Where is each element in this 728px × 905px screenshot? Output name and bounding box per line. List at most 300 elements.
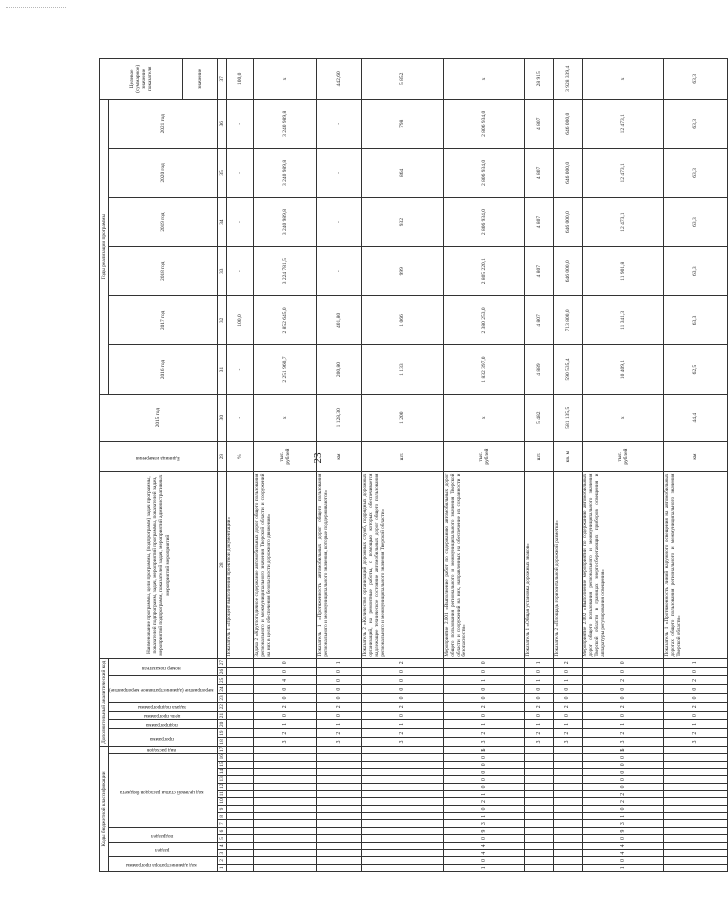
column-number: 10 xyxy=(218,798,225,804)
budget-code-cell: 4 xyxy=(582,842,664,849)
value-2015: 5 482 xyxy=(525,394,554,441)
analytic-code-cell: 0 xyxy=(553,694,582,703)
analytic-code-cell: 1 xyxy=(254,720,317,729)
analytic-code-cell: 0 xyxy=(254,658,317,667)
table-row xyxy=(525,59,554,872)
analytic-code-cell: 2 xyxy=(664,729,727,738)
value-total: х xyxy=(254,59,317,100)
table-row xyxy=(664,59,727,872)
analytic-code-cell xyxy=(226,702,253,711)
budget-code-cell xyxy=(226,805,253,812)
budget-code-cell: 0 xyxy=(443,761,525,768)
budget-code-cell: 9 xyxy=(443,827,525,834)
analytic-code-cell: 4 xyxy=(254,676,317,685)
analytic-code-cell: 0 xyxy=(525,667,554,676)
budget-code-cell xyxy=(254,761,317,768)
budget-code-cell xyxy=(317,791,362,798)
header-additional-codes: Дополнительный аналитический код xyxy=(100,658,109,746)
value-2019: - xyxy=(226,198,253,247)
value-2017: 100,0 xyxy=(226,296,253,345)
column-number: 15 xyxy=(218,761,225,767)
value-2021: 12 473,1 xyxy=(582,99,664,148)
budget-code-cell xyxy=(525,827,554,834)
budget-code-cell: 0 xyxy=(443,754,525,761)
budget-code-cell xyxy=(664,827,727,834)
value-2018: 2 805 220,1 xyxy=(443,247,525,296)
value-total: 442,60 xyxy=(317,59,362,100)
analytic-code-cell: 2 xyxy=(254,729,317,738)
analytic-code-cell: 0 xyxy=(525,711,554,720)
row-description: Показатель 2 «Площадь горизонтальной дорожной разметки» xyxy=(553,472,582,658)
budget-code-cell xyxy=(553,783,582,790)
analytic-code-cell: 3 xyxy=(553,738,582,747)
value-total: 63,3 xyxy=(664,59,727,100)
analytic-code-cell: 0 xyxy=(582,685,664,694)
budget-code-cell xyxy=(553,820,582,827)
column-number: 26 xyxy=(218,668,225,675)
analytic-code-cell: 1 xyxy=(317,658,362,667)
column-number: 18 xyxy=(218,739,225,745)
table-row xyxy=(362,59,444,872)
budget-code-cell xyxy=(226,820,253,827)
analytic-code-cell: 0 xyxy=(582,658,664,667)
header-year-2019: 2019 год xyxy=(108,198,217,247)
analytic-code-cell: 0 xyxy=(317,685,362,694)
budget-code-cell: 0 xyxy=(582,805,664,812)
column-number: 3 xyxy=(217,849,226,856)
value-2020: 12 473,1 xyxy=(582,148,664,197)
value-total: 28 915 xyxy=(525,59,554,100)
row-description: Мероприятие 2.001 «Выполнение работ по содержанию автомобильных дорог общего пользования регионального и межмуниципального значения Тверской области и сооружений на них, направленных на обеспечение их сохранности и безопасности» xyxy=(443,472,525,658)
column-number: 34 xyxy=(217,198,226,247)
value-2019: 4 807 xyxy=(525,198,554,247)
header-section: раздел xyxy=(108,842,217,857)
column-number: 7 xyxy=(217,820,226,827)
budget-code-cell: 4 xyxy=(443,849,525,856)
budget-code-cell xyxy=(664,783,727,790)
value-2019: 3 240 989,8 xyxy=(254,198,317,247)
budget-code-cell xyxy=(525,857,554,864)
column-number: 37 xyxy=(217,59,226,100)
value-2015: х xyxy=(443,394,525,441)
budget-code-cell: 1 xyxy=(582,813,664,820)
budget-code-cell xyxy=(553,842,582,849)
budget-code-cell xyxy=(525,754,554,761)
analytic-code-cell: 0 xyxy=(553,667,582,676)
budget-code-cell xyxy=(525,813,554,820)
value-total: х xyxy=(582,59,664,100)
value-2019: 2 806 934,0 xyxy=(443,198,525,247)
analytic-code-cell: 2 xyxy=(362,729,444,738)
column-numbers-row xyxy=(217,59,226,872)
budget-code-cell xyxy=(664,835,727,842)
table-row xyxy=(443,59,525,872)
budget-code-cell: 1 xyxy=(443,864,525,871)
row-description: Показатель 1 «Общая установка дорожных знаков» xyxy=(525,472,554,658)
budget-code-cell xyxy=(664,842,727,849)
row-unit: шт. xyxy=(362,441,444,472)
budget-code-cell xyxy=(226,813,253,820)
value-2018: 646 000,0 xyxy=(553,247,582,296)
header-unit: Единица измерения xyxy=(100,441,218,472)
header-year-2017: 2017 год xyxy=(108,296,217,345)
budget-code-cell xyxy=(664,746,727,753)
value-2019: 646 000,0 xyxy=(553,198,582,247)
analytic-code-cell: 3 xyxy=(525,738,554,747)
value-2021: 646 000,0 xyxy=(553,99,582,148)
analytic-code-cell: 2 xyxy=(582,702,664,711)
value-2015: 1 200 xyxy=(362,394,444,441)
budget-code-cell xyxy=(226,857,253,864)
budget-code-cell: 0 xyxy=(582,783,664,790)
budget-code-cell xyxy=(317,761,362,768)
budget-code-cell xyxy=(553,776,582,783)
budget-code-cell xyxy=(254,805,317,812)
budget-code-cell: 0 xyxy=(443,768,525,775)
value-2020: 864 xyxy=(362,148,444,197)
analytic-code-cell: 1 xyxy=(553,676,582,685)
column-number: 27 xyxy=(218,660,225,666)
value-2020: 3 240 989,8 xyxy=(254,148,317,197)
budget-code-cell xyxy=(525,820,554,827)
value-2021: 2 806 934,0 xyxy=(443,99,525,148)
budget-code-cell xyxy=(553,754,582,761)
value-2021: 4 807 xyxy=(525,99,554,148)
table-row xyxy=(317,59,362,872)
budget-code-cell: 9 xyxy=(582,827,664,834)
header-target-article: код целевой статьи расходов бюджета xyxy=(108,754,217,828)
budget-code-cell xyxy=(226,754,253,761)
analytic-code-cell: 2 xyxy=(254,702,317,711)
analytic-code-cell: 2 xyxy=(362,702,444,711)
budget-code-cell xyxy=(553,805,582,812)
value-2016: 2 251 960,7 xyxy=(254,345,317,394)
header-expense-type: вид расходов xyxy=(108,746,217,753)
budget-code-cell: 0 xyxy=(582,754,664,761)
analytic-code-cell xyxy=(226,738,253,747)
budget-code-cell xyxy=(317,857,362,864)
column-number: 1 xyxy=(217,864,226,871)
value-2019: 12 473,1 xyxy=(582,198,664,247)
budget-code-cell: 4 xyxy=(582,849,664,856)
budget-code-cell xyxy=(362,864,444,871)
budget-code-cell xyxy=(553,857,582,864)
analytic-code-cell: 3 xyxy=(362,738,444,747)
row-description: Показатель 1 «Протяженность линий наружного освещения на автомобильных дорогах общего пользования регионального и межмуниципального значения Тверской области» xyxy=(664,472,727,658)
value-2020: 63,3 xyxy=(664,148,727,197)
value-2015: х xyxy=(582,394,664,441)
budget-code-cell: 0 xyxy=(582,857,664,864)
budget-code-cell: 1 xyxy=(443,791,525,798)
header-subsection: подраздел xyxy=(108,827,217,842)
analytic-code-cell: 1 xyxy=(525,676,554,685)
budget-code-cell xyxy=(362,768,444,775)
header-target-group: Целевое (суммарное) значение показателя xyxy=(100,59,183,100)
budget-code-cell xyxy=(525,842,554,849)
budget-code-cell xyxy=(553,798,582,805)
rotated-table-container xyxy=(99,58,699,872)
budget-code-cell xyxy=(362,835,444,842)
analytic-code-cell: 2 xyxy=(443,729,525,738)
budget-code-cell xyxy=(362,805,444,812)
value-2015: 581 135,5 xyxy=(553,394,582,441)
value-2017: 401,80 xyxy=(317,296,362,345)
budget-code-cell xyxy=(226,835,253,842)
row-unit: км xyxy=(664,441,727,472)
value-2015: 44,4 xyxy=(664,394,727,441)
analytic-code-cell: 2 xyxy=(317,702,362,711)
row-description: Мероприятие 2.002 «Выполнение мероприятий по содержанию автомобильных дорог общего пользования регионального и межмуниципального значения Тверской области в границах энергосберегающих приборов освещения и аппаратуры регулирования освещения» xyxy=(582,472,664,658)
value-2018: 3 224 781,5 xyxy=(254,247,317,296)
analytic-code-cell: 1 xyxy=(362,720,444,729)
budget-code-cell: 0 xyxy=(443,776,525,783)
budget-code-cell xyxy=(362,842,444,849)
budget-code-cell xyxy=(362,827,444,834)
budget-code-cell xyxy=(362,761,444,768)
analytic-code-cell: 1 xyxy=(664,658,727,667)
header-year-2015: 2015 год xyxy=(100,394,218,441)
analytic-code-cell xyxy=(226,676,253,685)
budget-code-cell xyxy=(664,776,727,783)
budget-code-cell xyxy=(254,842,317,849)
analytic-code-cell: 3 xyxy=(664,738,727,747)
analytic-code-cell: 1 xyxy=(443,720,525,729)
budget-code-cell xyxy=(317,754,362,761)
column-number: 35 xyxy=(217,148,226,197)
budget-code-cell xyxy=(525,864,554,871)
budget-code-cell: 1 xyxy=(443,813,525,820)
analytic-code-cell: 0 xyxy=(582,694,664,703)
scan-edge-mark xyxy=(6,7,66,8)
budget-code-cell xyxy=(553,768,582,775)
row-unit: тыс. рублей xyxy=(254,441,317,472)
budget-code-cell xyxy=(553,849,582,856)
budget-code-cell xyxy=(254,798,317,805)
value-2016: 10 409,1 xyxy=(582,345,664,394)
budget-code-cell xyxy=(664,849,727,856)
analytic-code-cell: 0 xyxy=(362,711,444,720)
budget-code-cell: Б xyxy=(582,746,664,753)
row-unit: кв. м xyxy=(553,441,582,472)
column-number: 29 xyxy=(217,441,226,472)
analytic-code-cell: 0 xyxy=(362,685,444,694)
analytic-code-cell: 0 xyxy=(443,694,525,703)
budget-code-cell xyxy=(254,754,317,761)
budget-code-cell xyxy=(254,768,317,775)
analytic-code-cell: 0 xyxy=(254,685,317,694)
budget-code-cell xyxy=(664,754,727,761)
budget-code-cell xyxy=(317,783,362,790)
budget-code-cell xyxy=(553,791,582,798)
column-number: 36 xyxy=(217,99,226,148)
budget-code-cell xyxy=(664,857,727,864)
budget-code-cell xyxy=(362,754,444,761)
analytic-code-cell: 0 xyxy=(664,685,727,694)
value-2016: - xyxy=(226,345,253,394)
value-2016: 590 535,4 xyxy=(553,345,582,394)
budget-code-cell xyxy=(525,849,554,856)
analytic-code-cell: 2 xyxy=(317,729,362,738)
budget-code-cell xyxy=(362,849,444,856)
value-2019: - xyxy=(317,198,362,247)
analytic-code-cell: 2 xyxy=(553,729,582,738)
value-2021: 3 240 989,8 xyxy=(254,99,317,148)
value-2019: 63,3 xyxy=(664,198,727,247)
budget-code-cell: 0 xyxy=(443,783,525,790)
budget-code-cell: 2 xyxy=(582,798,664,805)
budget-code-cell xyxy=(226,864,253,871)
value-2017: 2 380 253,0 xyxy=(443,296,525,345)
row-unit: % xyxy=(226,441,253,472)
header-target-value: значение xyxy=(182,59,217,100)
value-total: 5 852 xyxy=(362,59,444,100)
column-number: 8 xyxy=(217,813,226,820)
budget-code-cell: 0 xyxy=(582,835,664,842)
value-2017: 713 800,0 xyxy=(553,296,582,345)
budget-code-cell xyxy=(254,820,317,827)
analytic-code-cell xyxy=(226,658,253,667)
row-unit: тыс. рублей xyxy=(443,441,525,472)
value-2021: - xyxy=(226,99,253,148)
column-number: 11 xyxy=(218,791,225,797)
budget-code-cell xyxy=(553,827,582,834)
analytic-code-cell xyxy=(226,694,253,703)
budget-code-cell xyxy=(254,857,317,864)
analytic-code-cell: 0 xyxy=(443,658,525,667)
budget-code-cell xyxy=(226,768,253,775)
analytic-code-cell: 3 xyxy=(443,738,525,747)
analytic-code-cell: 0 xyxy=(525,694,554,703)
budget-code-cell xyxy=(317,849,362,856)
budget-code-cell xyxy=(525,791,554,798)
header-subprogram: подпрограмма xyxy=(108,720,217,729)
budget-code-cell xyxy=(317,768,362,775)
column-number: 32 xyxy=(217,296,226,345)
value-2018: - xyxy=(226,247,253,296)
program-table xyxy=(99,58,728,872)
budget-code-cell: 0 xyxy=(582,768,664,775)
column-number: 6 xyxy=(217,827,226,834)
analytic-code-cell: 0 xyxy=(317,711,362,720)
row-unit: км xyxy=(317,441,362,472)
analytic-code-cell: 2 xyxy=(553,702,582,711)
column-number: 28 xyxy=(217,472,226,658)
column-number: 33 xyxy=(217,247,226,296)
budget-code-cell xyxy=(664,798,727,805)
analytic-code-cell: 2 xyxy=(525,702,554,711)
budget-code-cell xyxy=(664,805,727,812)
column-number: 13 xyxy=(218,776,225,782)
analytic-code-cell xyxy=(226,711,253,720)
budget-code-cell xyxy=(362,783,444,790)
column-number: 30 xyxy=(217,394,226,441)
budget-code-cell xyxy=(362,776,444,783)
budget-code-cell xyxy=(362,813,444,820)
analytic-code-cell: 0 xyxy=(317,694,362,703)
header-budget-codes: Коды бюджетной классификации xyxy=(100,746,109,871)
header-year-2020: 2020 год xyxy=(108,148,217,197)
value-2018: 999 xyxy=(362,247,444,296)
budget-code-cell xyxy=(317,813,362,820)
budget-code-cell xyxy=(362,820,444,827)
header-admin-code: код администратора программы xyxy=(108,857,217,872)
budget-code-cell xyxy=(254,835,317,842)
budget-code-cell xyxy=(362,791,444,798)
analytic-code-cell: 2 xyxy=(362,658,444,667)
budget-code-cell xyxy=(254,783,317,790)
value-2021: 798 xyxy=(362,99,444,148)
analytic-code-cell: 0 xyxy=(254,711,317,720)
analytic-code-cell xyxy=(226,729,253,738)
column-number: 25 xyxy=(218,677,225,683)
table-row xyxy=(582,59,664,872)
budget-code-cell xyxy=(664,820,727,827)
value-2015: - xyxy=(226,394,253,441)
budget-code-cell: 0 xyxy=(582,761,664,768)
budget-code-cell xyxy=(317,805,362,812)
value-2018: 4 807 xyxy=(525,247,554,296)
analytic-code-cell: 0 xyxy=(525,685,554,694)
budget-code-cell xyxy=(317,798,362,805)
budget-code-cell xyxy=(664,791,727,798)
budget-code-cell xyxy=(254,864,317,871)
column-number: 4 xyxy=(217,842,226,849)
column-number: 12 xyxy=(218,783,225,789)
budget-code-cell xyxy=(317,776,362,783)
budget-code-cell xyxy=(254,791,317,798)
value-2021: - xyxy=(317,99,362,148)
budget-code-cell xyxy=(525,805,554,812)
column-number: 19 xyxy=(218,730,225,736)
budget-code-cell xyxy=(317,827,362,834)
column-number: 2 xyxy=(217,857,226,864)
budget-code-cell xyxy=(226,842,253,849)
value-2015: 1 128,30 xyxy=(317,394,362,441)
column-number: 17 xyxy=(218,746,225,753)
budget-code-cell: 3 xyxy=(443,820,525,827)
header-years-group: Годы реализации программы xyxy=(100,99,109,394)
document-table-frame xyxy=(99,58,699,872)
column-number: 22 xyxy=(218,704,225,710)
value-2020: 2 806 934,0 xyxy=(443,148,525,197)
budget-code-cell xyxy=(553,813,582,820)
header-event: мероприятие (административное мероприятие) xyxy=(108,676,217,702)
budget-code-cell xyxy=(254,827,317,834)
budget-code-cell: 4 xyxy=(443,842,525,849)
column-number: 20 xyxy=(218,721,225,727)
budget-code-cell: 0 xyxy=(443,805,525,812)
analytic-code-cell: 1 xyxy=(664,720,727,729)
column-number: 24 xyxy=(218,686,225,692)
header-program-name: Наименование программы, цели программы, (подпрограмм) задач программы, показателей подпрограмм, задач, мероприятий программы, показателей задач, мероприятий подпрограмм, показателей задач, мероприятий административных мероприятий мероприятий xyxy=(100,472,218,658)
budget-code-cell xyxy=(317,835,362,842)
budget-code-cell xyxy=(226,776,253,783)
budget-code-cell xyxy=(664,768,727,775)
table-row xyxy=(553,59,582,872)
column-number: 23 xyxy=(218,695,225,701)
analytic-code-cell: 1 xyxy=(582,720,664,729)
header-year-2016: 2016 год xyxy=(108,345,217,394)
value-2020: - xyxy=(317,148,362,197)
budget-code-cell: 2 xyxy=(443,798,525,805)
budget-code-cell xyxy=(553,864,582,871)
budget-code-cell xyxy=(664,761,727,768)
value-2021: 63,3 xyxy=(664,99,727,148)
analytic-code-cell: 0 xyxy=(443,685,525,694)
budget-code-cell xyxy=(362,798,444,805)
budget-code-cell xyxy=(254,746,317,753)
value-2020: 646 000,0 xyxy=(553,148,582,197)
